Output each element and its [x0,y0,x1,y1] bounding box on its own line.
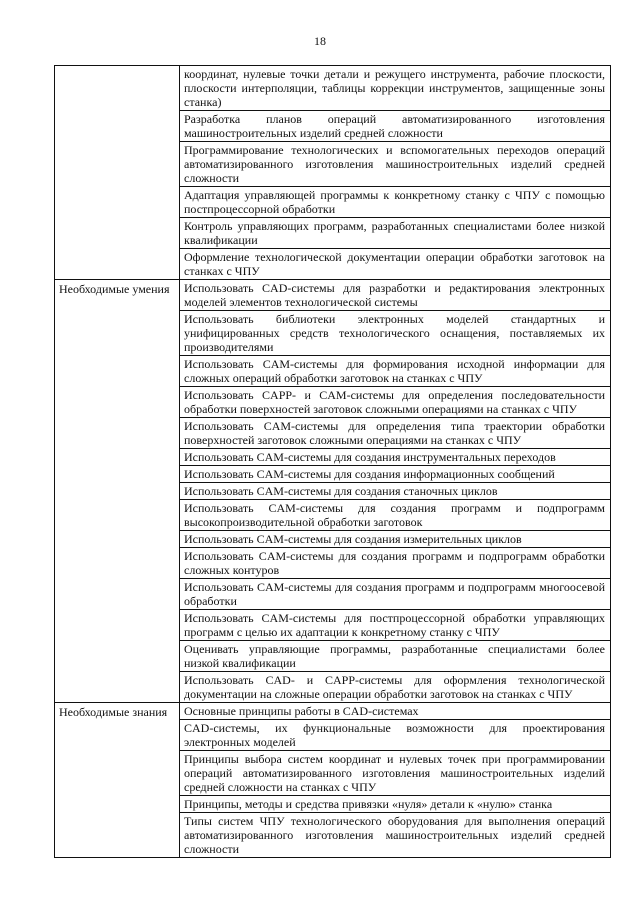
requirement-item: Принципы, методы и средства привязки «нуля» детали к «нулю» станка [180,796,611,813]
requirement-item: Использовать CAM-системы для создания станочных циклов [180,483,611,500]
requirement-item: Использовать CAM-системы для создания измерительных циклов [180,531,611,548]
requirement-item: Оформление технологической документации операции обработки заготовок на станках с ЧПУ [180,249,611,280]
requirement-item: Программирование технологических и вспомогательных переходов операций автоматизированного изготовления машиностроительных изделий средней сложности [180,142,611,187]
requirement-item: Использовать CAM-системы для постпроцессорной обработки управляющих программ с целью их адаптации к конкретному станку с ЧПУ [180,610,611,641]
table-row [55,280,611,311]
requirement-item: Адаптация управляющей программы к конкретному станку с ЧПУ с помощью постпроцессорной обработки [180,187,611,218]
requirement-item: Использовать CAM-системы для создания программ и подпрограмм многоосевой обработки [180,579,611,610]
requirement-item: Контроль управляющих программ, разработанных специалистами более низкой квалификации [180,218,611,249]
page-number: 18 [314,34,326,48]
requirement-item: Использовать CAD- и CAPP-системы для оформления технологической документации на сложные операции обработки заготовок на станках с ЧПУ [180,672,611,703]
table-row [55,703,611,720]
requirement-item: Использовать CAM-системы для создания информационных сообщений [180,466,611,483]
section-label-knowledge: Необходимые знания [55,703,180,858]
requirement-item: Использовать CAM-системы для создания программ и подпрограмм высокопроизводительной обработки заготовок [180,500,611,531]
requirement-item: Основные принципы работы в CAD-системах [180,703,611,720]
requirement-item: Использовать CAD-системы для разработки и редактирования электронных моделей элементов технологической системы [180,280,611,311]
requirements-table [54,65,611,858]
requirement-item: координат, нулевые точки детали и режущего инструмента, рабочие плоскости, плоскости интерполяции, таблицы коррекции инструментов, защищенные зоны станка) [180,66,611,111]
requirement-item: Принципы выбора систем координат и нулевых точек при программировании операций автоматизированного изготовления машиностроительных изделий средней сложности на станках с ЧПУ [180,751,611,796]
requirement-item: Использовать библиотеки электронных моделей стандартных и унифицированных средств технологического оснащения, поставляемых их производителями [180,311,611,356]
requirement-item: Использовать CAM-системы для определения типа траектории обработки поверхностей заготовок сложными операциями на станках с ЧПУ [180,418,611,449]
requirement-item: Использовать CAM-системы для создания инструментальных переходов [180,449,611,466]
requirement-item: Использовать CAM-системы для создания программ и подпрограмм обработки сложных контуров [180,548,611,579]
requirement-item: Использовать CAM-системы для формирования исходной информации для сложных операций обработки заготовок на станках с ЧПУ [180,356,611,387]
table-row [55,66,611,111]
requirements-table-body [55,66,611,858]
requirement-item: Использовать CAPP- и CAM-системы для определения последовательности обработки поверхностей заготовок сложными операциями на станках с ЧПУ [180,387,611,418]
section-label-skills: Необходимые умения [55,280,180,703]
requirement-item: Разработка планов операций автоматизированного изготовления машиностроительных изделий средней сложности [180,111,611,142]
requirement-item: Типы систем ЧПУ технологического оборудования для выполнения операций автоматизированного изготовления машиностроительных изделий средней сложности [180,813,611,858]
requirement-item: CAD-системы, их функциональные возможности для проектирования электронных моделей [180,720,611,751]
section-label-continuation [55,66,180,280]
requirement-item: Оценивать управляющие программы, разработанные специалистами более низкой квалификации [180,641,611,672]
